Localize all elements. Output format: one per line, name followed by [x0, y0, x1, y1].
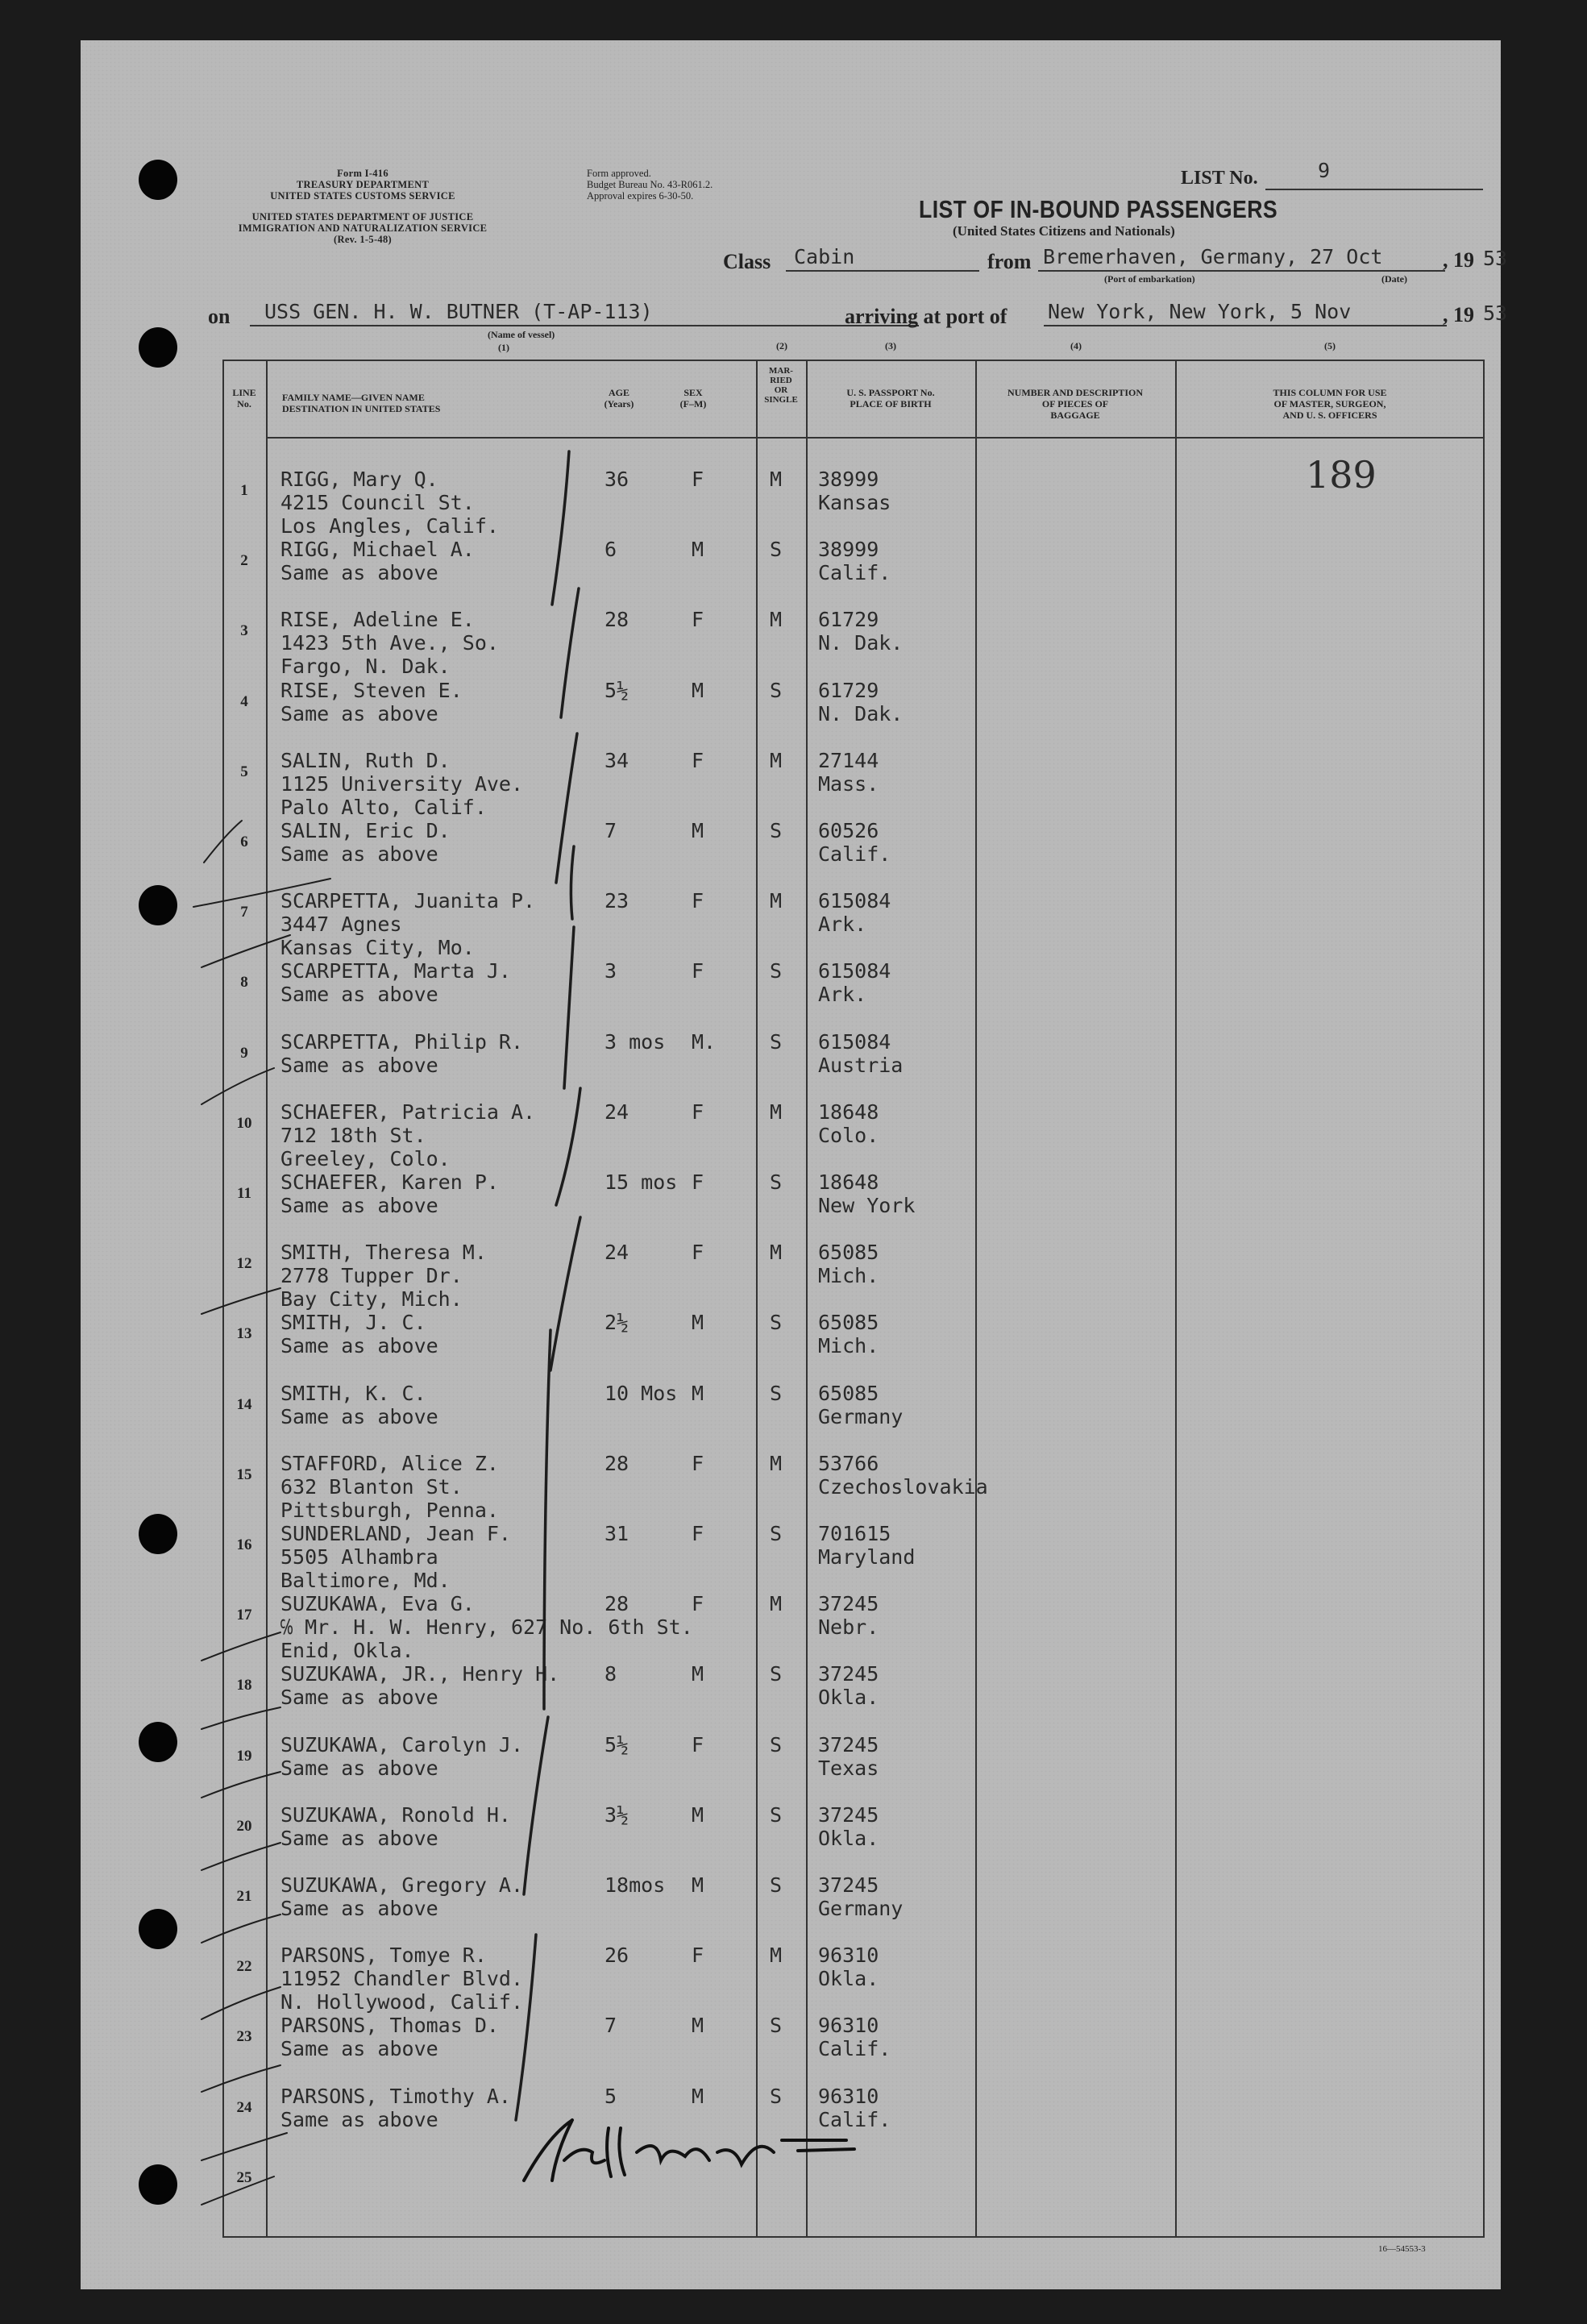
passenger-sex: M: [692, 538, 704, 562]
line-number: 3: [240, 622, 248, 640]
place-of-birth: Calif.: [818, 842, 891, 866]
class-value: Cabin: [794, 245, 855, 268]
passenger-name: SUNDERLAND, Jean F.: [280, 1522, 511, 1545]
line-number: 1: [240, 482, 248, 499]
passenger-name: SCARPETTA, Juanita P.: [280, 889, 536, 913]
passenger-name: SUZUKAWA, JR., Henry H.: [280, 1662, 560, 1686]
passenger-sex: F: [692, 1522, 704, 1545]
passenger-marital-status: S: [770, 2084, 783, 2108]
line-number: 15: [236, 1465, 252, 1483]
place-of-birth: Okla.: [818, 1686, 879, 1710]
passenger-name: SALIN, Ruth D.: [280, 748, 451, 772]
passenger-age: 23: [604, 889, 629, 913]
passenger-age: 3 mos: [604, 1029, 666, 1054]
passenger-name: SALIN, Eric D.: [280, 819, 451, 842]
line-number: 9: [240, 1044, 248, 1062]
passenger-destination: Same as above: [280, 1334, 438, 1358]
passenger-sex: F: [692, 468, 704, 491]
passenger-marital-status: S: [770, 1662, 783, 1686]
place-of-birth: N. Dak.: [818, 631, 904, 655]
place-of-birth: Okla.: [818, 1967, 879, 1991]
passport-number: 61729: [818, 678, 879, 702]
passenger-marital-status: M: [770, 468, 783, 491]
embarkation-value: Bremerhaven, Germany, 27 Oct: [1043, 245, 1383, 268]
passenger-destination: Same as above: [280, 1404, 438, 1428]
line-number: 22: [236, 1958, 252, 1976]
passenger-destination-line2: Los Angles, Calif.: [280, 514, 499, 538]
passport-number: 53766: [818, 1451, 879, 1475]
baggage-column-number: (4): [1070, 340, 1082, 351]
line-number: 13: [236, 1325, 252, 1343]
line-number: 24: [236, 2098, 252, 2116]
passenger-destination: Same as above: [280, 1686, 438, 1710]
passenger-marital-status: S: [770, 1732, 783, 1757]
passenger-name: SMITH, Theresa M.: [280, 1241, 487, 1265]
passenger-sex: M: [692, 678, 704, 702]
passenger-marital-status: S: [770, 1802, 783, 1827]
passenger-destination: 5505 Alhambra: [280, 1545, 438, 1569]
list-number-label: LIST No.: [1181, 168, 1258, 189]
passport-number: 65085: [818, 1311, 879, 1335]
passenger-destination-line2: Kansas City, Mo.: [280, 936, 475, 960]
form-print-code: 16—54553-3: [1378, 2244, 1426, 2254]
line-number: 17: [236, 1607, 252, 1624]
place-of-birth: Austria: [818, 1053, 904, 1077]
passenger-sex: M: [692, 1873, 704, 1897]
passenger-sex: F: [692, 1944, 704, 1968]
passport-number: 65085: [818, 1241, 879, 1265]
line-number: 2: [240, 552, 248, 570]
passenger-name: SMITH, K. C.: [280, 1381, 426, 1405]
baggage-column-header: NUMBER AND DESCRIPTION OF PIECES OF BAGGAGE: [1007, 387, 1144, 421]
list-number-value: 9: [1318, 159, 1331, 182]
passenger-name: RISE, Adeline E.: [280, 608, 475, 632]
port-embarkation-caption: (Port of embarkation): [1104, 273, 1195, 285]
passport-number: 38999: [818, 538, 879, 562]
passenger-marital-status: S: [770, 1170, 783, 1194]
line-number: 8: [240, 974, 248, 992]
passenger-destination: ℅ Mr. H. W. Henry, 627 No. 6th St.: [280, 1615, 693, 1640]
passenger-destination: 11952 Chandler Blvd.: [280, 1967, 524, 1991]
passenger-age: 5: [604, 2084, 617, 2108]
passenger-destination-line2: Fargo, N. Dak.: [280, 655, 451, 679]
place-of-birth: Germany: [818, 1404, 904, 1428]
passport-number: 615084: [818, 1029, 891, 1054]
passenger-sex: F: [692, 1451, 704, 1475]
document-subtitle: (United States Citizens and Nationals): [953, 223, 1175, 239]
line-number: 10: [236, 1114, 252, 1132]
passport-number: 37245: [818, 1873, 879, 1897]
passenger-sex: F: [692, 959, 704, 983]
passenger-age: 8: [604, 1662, 617, 1686]
passenger-age: 28: [604, 1592, 629, 1616]
passenger-age: 31: [604, 1522, 629, 1545]
passenger-destination: Same as above: [280, 2107, 438, 2131]
arrival-year-value: 53: [1483, 301, 1508, 325]
line-number: 6: [240, 834, 248, 850]
passenger-age: 2½: [604, 1311, 629, 1335]
passenger-name: SCARPETTA, Marta J.: [280, 959, 511, 983]
passenger-marital-status: S: [770, 959, 783, 983]
passenger-sex: F: [692, 1170, 704, 1194]
passenger-age: 7: [604, 2014, 617, 2038]
passenger-destination: 1125 University Ave.: [280, 771, 524, 796]
place-of-birth: Nebr.: [818, 1615, 879, 1640]
passenger-age: 5½: [604, 678, 629, 702]
line-number: 5: [240, 763, 248, 780]
vessel-name: USS GEN. H. W. BUTNER (T-AP-113): [264, 300, 653, 323]
line-number: 19: [236, 1747, 252, 1765]
passenger-destination: 712 18th St.: [280, 1123, 426, 1147]
passenger-age: 5½: [604, 1732, 629, 1757]
line-number: 12: [236, 1255, 252, 1273]
passenger-destination-line2: Enid, Okla.: [280, 1639, 414, 1663]
passport-number: 37245: [818, 1662, 879, 1686]
date-caption: (Date): [1381, 273, 1407, 285]
officer-stamp-number: 189: [1306, 453, 1377, 497]
passenger-marital-status: S: [770, 1029, 783, 1054]
passenger-sex: M: [692, 1802, 704, 1827]
passenger-sex: M: [692, 1311, 704, 1335]
passport-number: 37245: [818, 1802, 879, 1827]
passenger-sex: F: [692, 1241, 704, 1265]
passenger-sex: F: [692, 1592, 704, 1616]
passenger-destination: Same as above: [280, 2037, 438, 2061]
passenger-sex: F: [692, 889, 704, 913]
passenger-destination: 632 Blanton St.: [280, 1474, 463, 1499]
on-label: on: [208, 305, 231, 328]
passenger-marital-status: S: [770, 1522, 783, 1545]
passport-number: 37245: [818, 1732, 879, 1757]
passenger-destination: 3447 Agnes: [280, 913, 402, 937]
approval-block: Form approved. Budget Bureau No. 43-R061.2. Approval expires 6-30-50.: [587, 168, 713, 202]
married-column-header: MAR- RIED OR SINGLE: [764, 366, 798, 405]
passport-number: 27144: [818, 748, 879, 772]
year-value: 53: [1483, 247, 1508, 270]
passport-number: 37245: [818, 1592, 879, 1616]
arrival-year-prefix: , 19: [1443, 303, 1474, 326]
passenger-age: 18mos: [604, 1873, 666, 1897]
place-of-birth: Mich.: [818, 1264, 879, 1288]
passenger-name: RISE, Steven E.: [280, 678, 463, 702]
passenger-age: 28: [604, 608, 629, 632]
place-of-birth: N. Dak.: [818, 701, 904, 725]
passenger-name: SUZUKAWA, Ronold H.: [280, 1802, 511, 1827]
line-number: 21: [236, 1888, 252, 1905]
signature: [516, 2104, 919, 2196]
passenger-marital-status: M: [770, 1592, 783, 1616]
passenger-destination: Same as above: [280, 842, 438, 866]
passenger-marital-status: M: [770, 889, 783, 913]
place-of-birth: Ark.: [818, 983, 867, 1007]
passenger-name: SUZUKAWA, Carolyn J.: [280, 1732, 524, 1757]
arriving-label: arriving at port of: [845, 305, 1007, 328]
line-number: 18: [236, 1677, 252, 1694]
passenger-name: SCHAEFER, Patricia A.: [280, 1100, 536, 1124]
line-number: 23: [236, 2028, 252, 2046]
line-number: 11: [237, 1185, 251, 1202]
passenger-age: 24: [604, 1241, 629, 1265]
passenger-marital-status: M: [770, 1451, 783, 1475]
passenger-destination: Same as above: [280, 701, 438, 725]
passenger-destination: Same as above: [280, 983, 438, 1007]
manifest-page: [81, 40, 1508, 2289]
passenger-name: SUZUKAWA, Gregory A.: [280, 1873, 524, 1897]
place-of-birth: Maryland: [818, 1545, 916, 1569]
passenger-age: 3½: [604, 1802, 629, 1827]
passenger-marital-status: M: [770, 748, 783, 772]
line-number: 16: [236, 1536, 252, 1553]
place-of-birth: Calif.: [818, 2107, 891, 2131]
passenger-marital-status: S: [770, 678, 783, 702]
place-of-birth: Calif.: [818, 2037, 891, 2061]
passport-number: 96310: [818, 2014, 879, 2038]
passenger-marital-status: S: [770, 538, 783, 562]
inspection-tick-marks: [81, 40, 1501, 2289]
passport-number: 96310: [818, 1944, 879, 1968]
passenger-age: 10 Mos: [604, 1381, 678, 1405]
passport-number: 61729: [818, 608, 879, 632]
line-number: 14: [236, 1395, 252, 1413]
passport-number: 65085: [818, 1381, 879, 1405]
passenger-age: 24: [604, 1100, 629, 1124]
from-label: from: [987, 250, 1032, 273]
line-number: 25: [236, 2168, 252, 2186]
passenger-destination: Same as above: [280, 1194, 438, 1217]
place-of-birth: Colo.: [818, 1123, 879, 1147]
class-label: Class: [723, 250, 771, 273]
line-number: 4: [240, 692, 248, 710]
passenger-name: PARSONS, Thomas D.: [280, 2014, 499, 2038]
passenger-marital-status: S: [770, 819, 783, 842]
department-block: UNITED STATES DEPARTMENT OF JUSTICE IMMIGRATION AND NATURALIZATION SERVICE (Rev. 1-5-48): [238, 211, 488, 245]
passenger-name: RIGG, Mary Q.: [280, 468, 438, 491]
place-of-birth: Texas: [818, 1756, 879, 1780]
passenger-name: SUZUKAWA, Eva G.: [280, 1592, 475, 1616]
passport-column-header: U. S. PASSPORT No. PLACE OF BIRTH: [846, 387, 935, 410]
passenger-destination: Same as above: [280, 1756, 438, 1780]
officers-column-header: THIS COLUMN FOR USE OF MASTER, SURGEON, AND U. S. OFFICERS: [1273, 387, 1387, 421]
passenger-sex: M: [692, 2014, 704, 2038]
passenger-name: SMITH, J. C.: [280, 1311, 426, 1335]
passenger-marital-status: S: [770, 2014, 783, 2038]
passport-number: 18648: [818, 1100, 879, 1124]
officers-column-number: (5): [1324, 340, 1336, 351]
passenger-destination-line2: Palo Alto, Calif.: [280, 795, 487, 819]
passport-column-number: (3): [885, 340, 896, 351]
passenger-marital-status: S: [770, 1381, 783, 1405]
passenger-age: 26: [604, 1944, 629, 1968]
passenger-destination: Same as above: [280, 561, 438, 585]
passenger-marital-status: S: [770, 1311, 783, 1335]
passenger-name: RIGG, Michael A.: [280, 538, 475, 562]
passenger-age: 3: [604, 959, 617, 983]
place-of-birth: Germany: [818, 1897, 904, 1920]
place-of-birth: Calif.: [818, 561, 891, 585]
line-number: 7: [240, 904, 248, 921]
name-column-header: FAMILY NAME—GIVEN NAME DESTINATION IN UNITED STATES: [282, 392, 441, 414]
passenger-sex: F: [692, 608, 704, 632]
passenger-name: STAFFORD, Alice Z.: [280, 1451, 499, 1475]
place-of-birth: Mass.: [818, 771, 879, 796]
passport-number: 615084: [818, 959, 891, 983]
passenger-name: PARSONS, Tomye R.: [280, 1944, 487, 1968]
arrival-port-value: New York, New York, 5 Nov: [1048, 300, 1352, 323]
passenger-destination: 1423 5th Ave., So.: [280, 631, 499, 655]
passenger-age: 34: [604, 748, 629, 772]
passenger-age: 7: [604, 819, 617, 842]
passenger-age: 36: [604, 468, 629, 491]
place-of-birth: Czechoslovakia: [818, 1474, 988, 1499]
passenger-sex: M: [692, 1662, 704, 1686]
passport-number: 96310: [818, 2084, 879, 2108]
passenger-destination: 4215 Council St.: [280, 491, 475, 514]
passenger-age: 15 mos: [604, 1170, 678, 1194]
passport-number: 18648: [818, 1170, 879, 1194]
passenger-marital-status: M: [770, 1100, 783, 1124]
place-of-birth: Mich.: [818, 1334, 879, 1358]
passenger-name: SCARPETTA, Philip R.: [280, 1029, 524, 1054]
passenger-destination: Same as above: [280, 1826, 438, 1850]
passenger-destination: Same as above: [280, 1897, 438, 1920]
passenger-destination-line2: Pittsburgh, Penna.: [280, 1498, 499, 1522]
passport-number: 60526: [818, 819, 879, 842]
passenger-sex: M: [692, 2084, 704, 2108]
line-number-header: LINE No.: [232, 387, 256, 410]
vessel-caption: (Name of vessel): [488, 329, 555, 340]
passenger-marital-status: M: [770, 1241, 783, 1265]
place-of-birth: New York: [818, 1194, 916, 1217]
married-column-number: (2): [776, 340, 787, 351]
document-title: LIST OF IN-BOUND PASSENGERS: [919, 195, 1278, 223]
passenger-marital-status: S: [770, 1873, 783, 1897]
passport-number: 615084: [818, 889, 891, 913]
passenger-name: PARSONS, Timothy A.: [280, 2084, 511, 2108]
passenger-marital-status: M: [770, 608, 783, 632]
passenger-age: 28: [604, 1451, 629, 1475]
passenger-destination: 2778 Tupper Dr.: [280, 1264, 463, 1288]
form-number-block: Form I-416 TREASURY DEPARTMENT UNITED STATES CUSTOMS SERVICE: [270, 168, 455, 202]
line-number: 20: [236, 1817, 252, 1835]
passenger-name: SCHAEFER, Karen P.: [280, 1170, 499, 1194]
place-of-birth: Kansas: [818, 491, 891, 514]
passenger-destination-line2: Greeley, Colo.: [280, 1146, 451, 1170]
passport-number: 701615: [818, 1522, 891, 1545]
passenger-marital-status: M: [770, 1944, 783, 1968]
passenger-destination-line2: N. Hollywood, Calif.: [280, 1990, 524, 2014]
passport-number: 38999: [818, 468, 879, 491]
passenger-sex: M: [692, 819, 704, 842]
passenger-sex: F: [692, 1732, 704, 1757]
sex-column-header: SEX (F–M): [679, 387, 707, 410]
passenger-age: 6: [604, 538, 617, 562]
passenger-sex: M: [692, 1381, 704, 1405]
passenger-sex: M.: [692, 1029, 717, 1054]
passenger-sex: F: [692, 1100, 704, 1124]
passenger-destination: Same as above: [280, 1053, 438, 1077]
year-prefix: , 19: [1443, 248, 1474, 272]
place-of-birth: Okla.: [818, 1826, 879, 1850]
place-of-birth: Ark.: [818, 913, 867, 937]
age-column-header: AGE (Years): [604, 387, 634, 410]
passenger-destination-line2: Bay City, Mich.: [280, 1287, 463, 1312]
vessel-column-number: (1): [498, 342, 509, 353]
passenger-destination-line2: Baltimore, Md.: [280, 1569, 451, 1592]
passenger-sex: F: [692, 748, 704, 772]
